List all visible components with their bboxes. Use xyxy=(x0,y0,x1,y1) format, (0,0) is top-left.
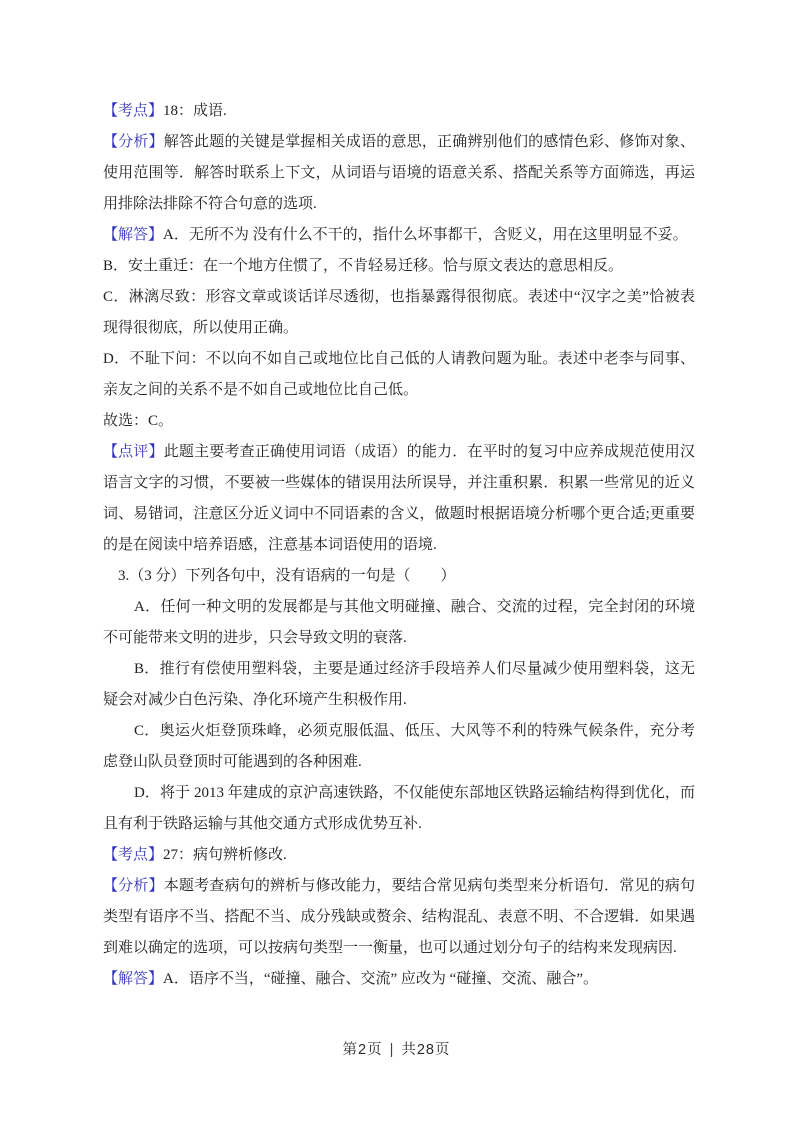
comment-paragraph-q2 xyxy=(103,437,695,561)
answer-paragraph-q2-option-d xyxy=(103,344,695,406)
paragraph-text: A．语序不当，“碰撞、融合、交流” 应改为 “碰撞、交流、融合”。 xyxy=(163,971,598,987)
paragraph-text: C．奥运火炬登顶珠峰，必须克服低温、低压、大风等不利的特殊气候条件，充分考虑登山队员登顶时可能遇到的各种困难. xyxy=(103,723,695,770)
paragraph-text: A．无所不为 没有什么不干的，指什么坏事都干，含贬义，用在这里明显不妥。 xyxy=(163,227,688,243)
question-3-option-d xyxy=(103,778,695,840)
paragraph-text: 27：病句辨析修改. xyxy=(163,847,287,863)
paragraph-text: 3.（3 分）下列各句中，没有语病的一句是（ ） xyxy=(118,568,456,584)
footer-total-pages: 共28页 xyxy=(401,1042,451,1058)
paragraph-text: 解答此题的关键是掌握相关成语的意思，正确辨别他们的感情色彩、修饰对象、使用范围等．解答时联系上下文，从词语与语境的语意关系、搭配关系等方面筛选，再运用排除法排除不符合句意的选项. xyxy=(103,134,695,212)
topic-line-q3 xyxy=(103,840,695,871)
section-label: 【分析】 xyxy=(103,878,164,894)
paragraph-text: B．安土重迁：在一个地方住惯了，不肯轻易迁移。恰与原文表达的意思相反。 xyxy=(103,258,624,274)
answer-paragraph-q2-option-b xyxy=(103,251,695,282)
paragraph-text: D．将于 2013 年建成的京沪高速铁路，不仅能使东部地区铁路运输结构得到优化，而且有利于铁路运输与其他交通方式形成优势互补. xyxy=(103,785,695,832)
answer-conclusion-q2 xyxy=(103,406,695,437)
section-label: 【考点】 xyxy=(103,847,164,863)
analysis-paragraph-q2 xyxy=(103,127,695,220)
paragraph-text: 故选：C。 xyxy=(103,413,174,429)
section-label: 【考点】 xyxy=(103,103,164,119)
paragraph-text: C．淋漓尽致：形容文章或谈话详尽透彻，也指暴露得很彻底。表述中“汉字之美”恰被表现得很彻底，所以使用正确。 xyxy=(103,289,695,336)
question-3-option-b xyxy=(103,654,695,716)
paragraph-text: A．任何一种文明的发展都是与其他文明碰撞、融合、交流的过程，完全封闭的环境不可能带来文明的进步，只会导致文明的衰落. xyxy=(103,599,695,646)
answer-paragraph-q3-option-a xyxy=(103,964,695,995)
footer-page-number: 第2页 xyxy=(342,1042,383,1058)
paragraph-text: D．不耻下问：不以向不如自己或地位比自己低的人请教问题为耻。表述中老李与同事、亲友之间的关系不是不如自己或地位比自己低。 xyxy=(103,351,695,398)
paragraph-text: 18：成语. xyxy=(163,103,227,119)
page-footer xyxy=(0,1038,793,1059)
paragraph-text: 此题主要考查正确使用词语（成语）的能力．在平时的复习中应养成规范使用汉语言文字的习惯，不要被一些媒体的错误用法所误导，并注重积累．积累一些常见的近义词、易错词，注意区分近义词中不同语素的含义，做题时根据语境分析哪个更合适;更重要的是在阅读中培养语感，注意基本词语使用的语境. xyxy=(103,444,695,553)
question-3-option-a xyxy=(103,592,695,654)
section-label: 【解答】 xyxy=(103,227,164,243)
answer-paragraph-q2-option-a xyxy=(103,220,695,251)
analysis-paragraph-q3 xyxy=(103,871,695,964)
section-label: 【解答】 xyxy=(103,971,164,987)
question-3-option-c xyxy=(103,716,695,778)
document-body xyxy=(103,96,695,995)
section-label: 【分析】 xyxy=(103,134,164,150)
answer-paragraph-q2-option-c xyxy=(103,282,695,344)
paragraph-text: B．推行有偿使用塑料袋，主要是通过经济手段培养人们尽量减少使用塑料袋，这无疑会对减少白色污染、净化环境产生积极作用. xyxy=(103,661,695,708)
paragraph-text: 本题考查病句的辨析与修改能力，要结合常见病句类型来分析语句．常见的病句类型有语序不当、搭配不当、成分残缺或赘余、结构混乱、表意不明、不合逻辑．如果遇到难以确定的选项，可以按病句类型一一衡量，也可以通过划分句子的结构来发现病因. xyxy=(103,878,695,956)
topic-line-q2 xyxy=(103,96,695,127)
question-3-stem xyxy=(103,561,695,592)
section-label: 【点评】 xyxy=(103,444,164,460)
footer-separator: | xyxy=(389,1042,395,1058)
